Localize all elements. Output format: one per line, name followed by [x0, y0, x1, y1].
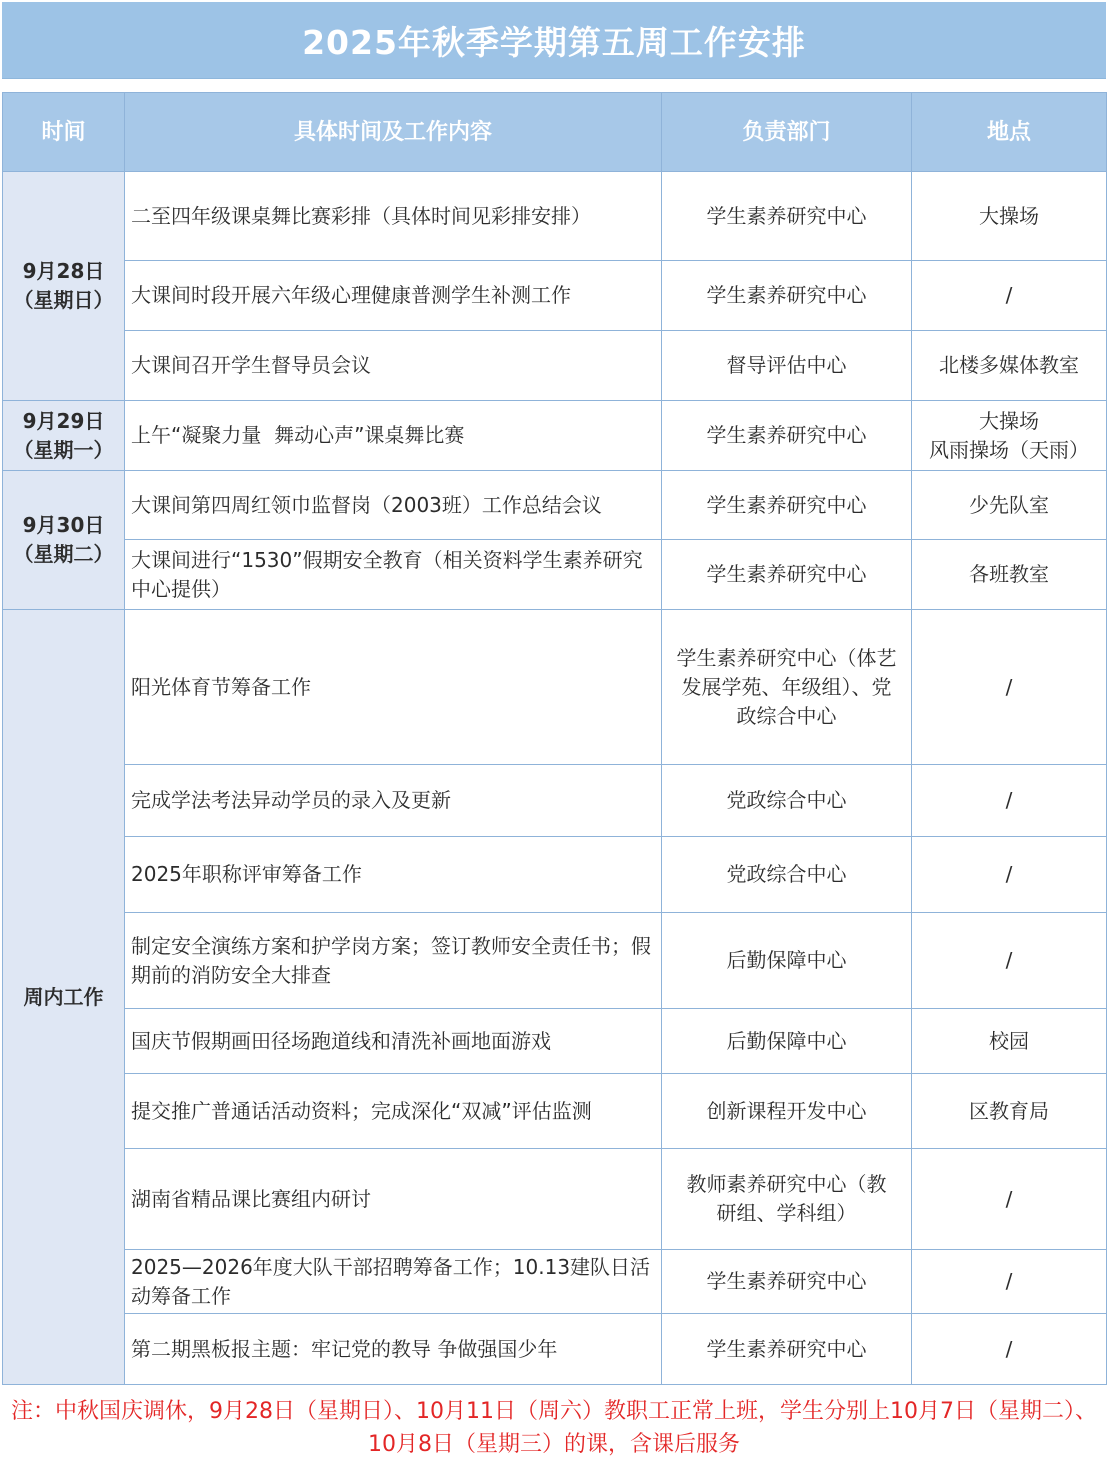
department-cell: 学生素养研究中心 — [662, 1314, 912, 1385]
table-row — [3, 837, 1107, 913]
title-divider — [2, 80, 1106, 92]
header-time: 时间 — [3, 93, 125, 172]
day-weekday: （星期二） — [13, 542, 114, 566]
header-content: 具体时间及工作内容 — [125, 93, 662, 172]
location-cell: 北楼多媒体教室 — [912, 331, 1107, 401]
day-date: 9月28日 — [22, 259, 105, 283]
table-row — [3, 540, 1107, 610]
table-row — [3, 913, 1107, 1009]
table-row — [3, 1009, 1107, 1074]
department-cell: 学生素养研究中心 — [662, 540, 912, 610]
table-row — [3, 765, 1107, 837]
location-cell — [912, 401, 1107, 471]
header-department: 负责部门 — [662, 93, 912, 172]
location-cell: / — [912, 765, 1107, 837]
location-cell: / — [912, 837, 1107, 913]
department-cell: 党政综合中心 — [662, 837, 912, 913]
day-date: 9月30日 — [22, 513, 105, 537]
day-weekday: （星期日） — [13, 288, 114, 312]
department-cell: 督导评估中心 — [662, 331, 912, 401]
department-cell: 学生素养研究中心 — [662, 401, 912, 471]
page-title: 2025年秋季学期第五周工作安排 — [2, 2, 1106, 79]
content-cell: 大课间进行“1530”假期安全教育（相关资料学生素养研究中心提供） — [125, 540, 662, 610]
content-cell: 大课间时段开展六年级心理健康普测学生补测工作 — [125, 261, 662, 331]
table-row — [3, 471, 1107, 540]
content-cell: 湖南省精品课比赛组内研讨 — [125, 1149, 662, 1250]
content-cell: 阳光体育节筹备工作 — [125, 610, 662, 765]
day-cell — [3, 172, 125, 401]
location-cell: / — [912, 913, 1107, 1009]
header-location: 地点 — [912, 93, 1107, 172]
table-row — [3, 1074, 1107, 1149]
department-cell: 学生素养研究中心（体艺发展学苑、年级组）、党政综合中心 — [662, 610, 912, 765]
table-row — [3, 1149, 1107, 1250]
location-cell: 大操场 — [912, 172, 1107, 261]
day-date: 9月29日 — [22, 408, 105, 433]
location-cell: 各班教室 — [912, 540, 1107, 610]
location-line: 风雨操场（天雨） — [929, 437, 1089, 462]
day-cell — [3, 610, 125, 1385]
location-cell: / — [912, 261, 1107, 331]
location-cell: 区教育局 — [912, 1074, 1107, 1149]
location-cell: / — [912, 610, 1107, 765]
location-cell: / — [912, 1314, 1107, 1385]
department-cell: 后勤保障中心 — [662, 1009, 912, 1074]
location-cell: 少先队室 — [912, 471, 1107, 540]
content-cell: 国庆节假期画田径场跑道线和清洗补画地面游戏 — [125, 1009, 662, 1074]
table-row — [3, 401, 1107, 471]
department-cell: 教师素养研究中心（教研组、学科组） — [662, 1149, 912, 1250]
table-header-row — [3, 93, 1107, 172]
content-cell: 第二期黑板报主题：牢记党的教导 争做强国少年 — [125, 1314, 662, 1385]
table-row — [3, 610, 1107, 765]
content-cell: 提交推广普通话活动资料；完成深化“双减”评估监测 — [125, 1074, 662, 1149]
table-row — [3, 172, 1107, 261]
day-cell — [3, 471, 125, 610]
table-row — [3, 1250, 1107, 1314]
content-cell: 完成学法考法异动学员的录入及更新 — [125, 765, 662, 837]
schedule-table — [2, 92, 1107, 1385]
location-cell: / — [912, 1250, 1107, 1314]
department-cell: 后勤保障中心 — [662, 913, 912, 1009]
day-weekday: （星期一） — [13, 437, 114, 462]
department-cell: 党政综合中心 — [662, 765, 912, 837]
location-cell: / — [912, 1149, 1107, 1250]
department-cell: 创新课程开发中心 — [662, 1074, 912, 1149]
location-cell: 校园 — [912, 1009, 1107, 1074]
table-row — [3, 331, 1107, 401]
content-cell: 上午“凝聚力量 舞动心声”课桌舞比赛 — [125, 401, 662, 471]
department-cell: 学生素养研究中心 — [662, 1250, 912, 1314]
content-cell: 2025—2026年度大队干部招聘筹备工作；10.13建队日活动筹备工作 — [125, 1250, 662, 1314]
content-cell: 2025年职称评审筹备工作 — [125, 837, 662, 913]
location-line: 大操场 — [979, 408, 1039, 433]
content-cell: 二至四年级课桌舞比赛彩排（具体时间见彩排安排） — [125, 172, 662, 261]
table-row — [3, 261, 1107, 331]
department-cell: 学生素养研究中心 — [662, 261, 912, 331]
department-cell: 学生素养研究中心 — [662, 471, 912, 540]
day-cell — [3, 401, 125, 471]
content-cell: 大课间第四周红领巾监督岗（2003班）工作总结会议 — [125, 471, 662, 540]
content-cell: 制定安全演练方案和护学岗方案；签订教师安全责任书；假期前的消防安全大排查 — [125, 913, 662, 1009]
table-row — [3, 1314, 1107, 1385]
day-date: 周内工作 — [23, 984, 104, 1009]
department-cell: 学生素养研究中心 — [662, 172, 912, 261]
content-cell: 大课间召开学生督导员会议 — [125, 331, 662, 401]
footnote: 注：中秋国庆调休，9月28日（星期日）、10月11日（周六）教职工正常上班，学生分别上10月7日（星期二）、10月8日（星期三）的课，含课后服务 — [11, 1399, 1097, 1457]
